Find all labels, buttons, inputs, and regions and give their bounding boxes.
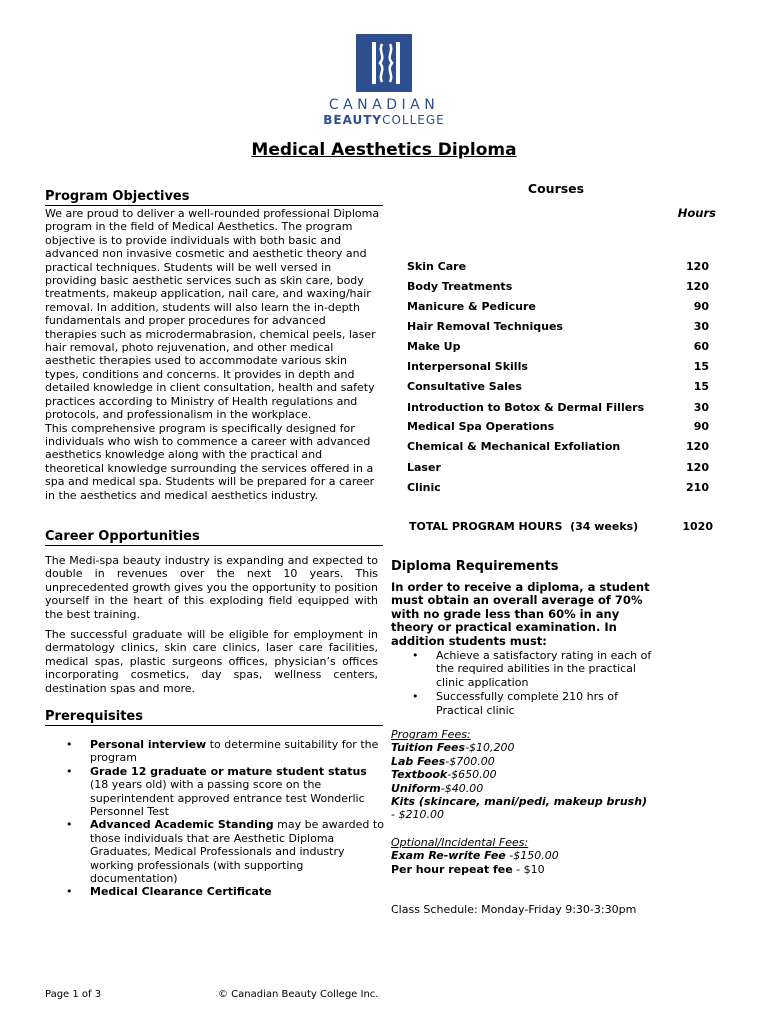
logo-text-canadian: CANADIAN [328, 97, 440, 113]
course-name: Make Up [407, 340, 461, 353]
course-hours: 30 [693, 401, 709, 414]
course-hours: 90 [693, 300, 709, 313]
copyright-notice: © Canadian Beauty College Inc. [218, 989, 379, 1000]
tuition-fee [391, 741, 651, 754]
prerequisites-heading: Prerequisites [45, 709, 383, 726]
course-row [407, 380, 711, 400]
program-fees [391, 728, 651, 822]
list-item [66, 818, 384, 885]
course-hours: 30 [693, 320, 709, 333]
fee-label: Textbook [391, 768, 448, 782]
college-logo-mark [356, 34, 412, 92]
course-hours: 120 [686, 440, 709, 453]
fee-label: Exam Re-write Fee [391, 849, 506, 863]
prereq-item-bold: Advanced Academic Standing [90, 818, 274, 832]
course-name: Laser [407, 461, 441, 474]
page-number: Page 1 of 3 [45, 989, 102, 1000]
logo-emblem-icon [356, 34, 412, 92]
course-row [407, 320, 711, 340]
fee-label: Uniform [391, 781, 441, 795]
course-name: Medical Spa Operations [407, 420, 555, 433]
course-row [407, 401, 711, 421]
prereq-item-text: (18 years old) with a passing score on the superintendent approved entrance test Wonderlic Personnel Test [90, 778, 365, 819]
course-name: Chemical & Mechanical Exfoliation [407, 440, 621, 453]
course-row [407, 481, 711, 501]
program-fees-heading: Program Fees: [391, 728, 471, 741]
course-hours: 210 [686, 481, 709, 494]
diploma-requirements-text: In order to receive a diploma, a student must obtain an overall average of 70% with no grade less than 60% in any theory or practical examination. In addition students must: [391, 580, 650, 648]
course-hours: 120 [686, 280, 709, 293]
list-item: • Achieve a satisfactory rating in each of the required abilities in the practical clinic application [412, 649, 652, 689]
course-row [407, 420, 711, 440]
kits-fee [391, 795, 651, 822]
career-opportunities-text [45, 554, 378, 702]
program-objectives-heading: Program Objectives [45, 189, 383, 206]
career-paragraph-2: The successful graduate will be eligible for employment in dermatology clinics, skin care clinics, laser care facilities, medical spas, plastic surgeons offices, physician’s offices incorporating cosmetics, day spas, wellness centers, destination spas and more. [45, 628, 378, 695]
fee-label: Lab Fees [391, 754, 446, 768]
list-item [66, 765, 384, 819]
course-row [407, 360, 711, 380]
course-name: Consultative Sales [407, 380, 522, 393]
prereq-item-text: may be awarded to those individuals that are Aesthetic Diploma Graduates, Medical Professionals and industry working professionals (with supporting documentation) [90, 818, 384, 886]
fee-value: - $210.00 [391, 808, 444, 822]
career-paragraph-1: The Medi-spa beauty industry is expanding and expected to double in revenues over the next 10 years. This unprecedented growth gives you the opportunity to position yourself in the heart of this exploding field equipped with the best training. [45, 554, 378, 621]
fee-label: Tuition Fees [391, 741, 466, 755]
optional-fees [391, 836, 651, 876]
class-schedule: Class Schedule: Monday-Friday 9:30-3:30pm [391, 903, 637, 916]
course-hours: 120 [686, 461, 709, 474]
course-name: Clinic [407, 481, 441, 494]
diploma-requirements-list [412, 649, 652, 718]
course-name: Introduction to Botox & Dermal Fillers [407, 401, 645, 414]
course-row [407, 260, 711, 280]
total-hours-value: 1020 [682, 520, 713, 533]
list-item [66, 885, 384, 898]
optional-fees-heading: Optional/Incidental Fees: [391, 836, 529, 849]
course-row [407, 440, 711, 460]
course-name: Manicure & Pedicure [407, 300, 536, 313]
fee-value: - $10 [512, 862, 545, 876]
course-hours: 15 [693, 380, 709, 393]
fee-label: Per hour repeat fee [391, 862, 513, 876]
fee-value: -$10,200 [465, 741, 515, 755]
prereq-item-bold: Grade 12 graduate or mature student status [90, 764, 367, 778]
prereq-item-text: to determine suitability for the program [90, 738, 379, 765]
list-item: • Successfully complete 210 hrs of Practical clinic [412, 690, 652, 717]
prereq-item-bold: Medical Clearance Certificate [90, 885, 272, 899]
course-name: Interpersonal Skills [407, 360, 528, 373]
fee-value: -$40.00 [440, 781, 484, 795]
page-title: Medical Aesthetics Diploma [251, 140, 517, 160]
objectives-paragraph-1: We are proud to deliver a well-rounded professional Diploma program in the field of Medical Aesthetics. The program objective is to provide individuals with both basic and advanced non invasive cosmetic and aesthetic theory and practical techniques. Students will be well versed in providing basic aesthetic services such as skin care, body treatments, makeup application, nail care, and waxing/hair removal. In addition, students will also learn the in-depth fundamentals and proper procedures for advanced therapies such as microdermabrasion, chemical peels, laser hair removal, photo rejuvenation, and other medical aesthetic therapies used to accommodate various skin types, conditions and concerns. It provides in depth and detailed knowledge in client consultation, health and safety practices according to Ministry of Health regulations and protocols, and professionalism in the workplace. [45, 207, 380, 422]
prerequisites-list [66, 738, 384, 899]
course-name: Skin Care [407, 260, 467, 273]
career-opportunities-heading: Career Opportunities [45, 529, 383, 546]
course-row [407, 340, 711, 360]
fee-value: -$150.00 [505, 849, 559, 863]
course-hours: 90 [693, 420, 709, 433]
prereq-item-bold: Personal interview [90, 738, 207, 751]
fee-label: Kits (skincare, mani/pedi, makeup brush) [391, 795, 648, 809]
logo-text-college: COLLEGE [382, 113, 445, 127]
textbook-fee [391, 768, 651, 781]
program-objectives-text [45, 207, 381, 502]
uniform-fee [391, 782, 651, 795]
rewrite-fee [391, 849, 651, 862]
objectives-paragraph-2: This comprehensive program is specifically designed for individuals who wish to commence a career with advanced aesthetics knowledge along with the practical and theoretical knowledge surrounding the services offered in a spa and medical spa. Students will be prepared for a career in the aesthetics and medical aesthetics industry. [45, 421, 375, 502]
course-name: Body Treatments [407, 280, 513, 293]
hours-column-header: Hours [677, 206, 716, 220]
course-hours: 60 [693, 340, 709, 353]
courses-heading: Courses [527, 181, 585, 196]
course-hours: 120 [686, 260, 709, 273]
course-row [407, 280, 711, 300]
course-row [407, 461, 711, 481]
course-name: Hair Removal Techniques [407, 320, 563, 333]
logo-text-beauty: BEAUTY [323, 113, 383, 127]
course-hours: 15 [693, 360, 709, 373]
course-row [407, 300, 711, 320]
fee-value: -$650.00 [447, 768, 497, 782]
total-hours-label: TOTAL PROGRAM HOURS (34 weeks) [409, 520, 639, 533]
repeat-fee [391, 863, 651, 876]
list-item [66, 738, 384, 765]
lab-fee [391, 755, 651, 768]
diploma-requirements-heading: Diploma Requirements [391, 559, 559, 574]
logo-text-beauty-college [300, 113, 468, 127]
fee-value: -$700.00 [445, 754, 495, 768]
